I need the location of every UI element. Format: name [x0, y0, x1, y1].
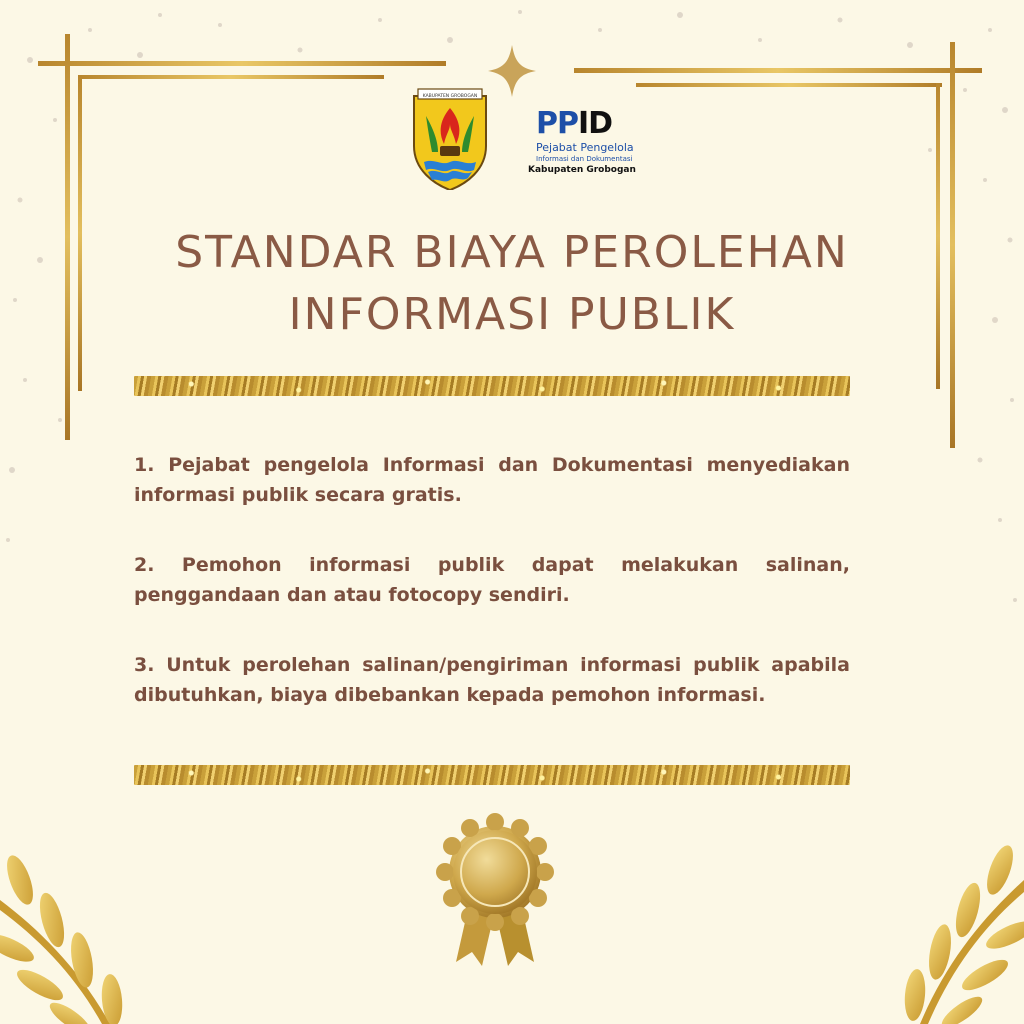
ppid-wordmark — [536, 108, 612, 140]
policy-item: 2. Pemohon informasi publik dapat melakukan salinan, penggandaan dan atau fotocopy sendiri. — [134, 554, 850, 606]
frame-line — [65, 34, 70, 440]
emblem-banner-text: KABUPATEN GROBOGAN — [422, 94, 478, 99]
page-title-line1: STANDAR BIAYA PEROLEHAN — [175, 227, 849, 278]
kabupaten-grobogan-emblem — [410, 86, 490, 190]
ppid-subtitle-line2: Informasi dan Dokumentasi — [536, 155, 633, 163]
page-title-line2: INFORMASI PUBLIK — [288, 289, 736, 340]
logo-block — [410, 86, 650, 194]
frame-line — [78, 75, 384, 79]
policy-list — [134, 450, 850, 750]
rosette-medal-icon — [436, 813, 554, 966]
ppid-subtitle-line1: Pejabat Pengelola — [536, 141, 634, 154]
frame-line — [950, 42, 955, 448]
frame-line — [38, 61, 446, 66]
policy-item: 1. Pejabat pengelola Informasi dan Dokumentasi menyediakan informasi publik secara gratis. — [134, 454, 850, 506]
glitter-divider-bottom — [134, 765, 850, 785]
frame-line — [936, 83, 940, 389]
policy-item: 3. Untuk perolehan salinan/pengiriman informasi publik apabila dibutuhkan, biaya dibebankan kepada pemohon informasi. — [134, 654, 850, 706]
ppid-wordmark-pp: PP — [536, 106, 578, 141]
ppid-subtitle-line3: Kabupaten Grobogan — [528, 165, 636, 175]
page-title — [100, 222, 924, 346]
glitter-divider-top — [134, 376, 850, 396]
frame-line — [636, 83, 942, 87]
frame-line — [78, 75, 82, 391]
laurel-branch-icon — [903, 842, 1024, 1024]
frame-line — [574, 68, 982, 73]
laurel-branch-icon — [0, 852, 124, 1024]
ppid-logo — [528, 106, 656, 175]
ppid-wordmark-id: ID — [577, 106, 613, 141]
